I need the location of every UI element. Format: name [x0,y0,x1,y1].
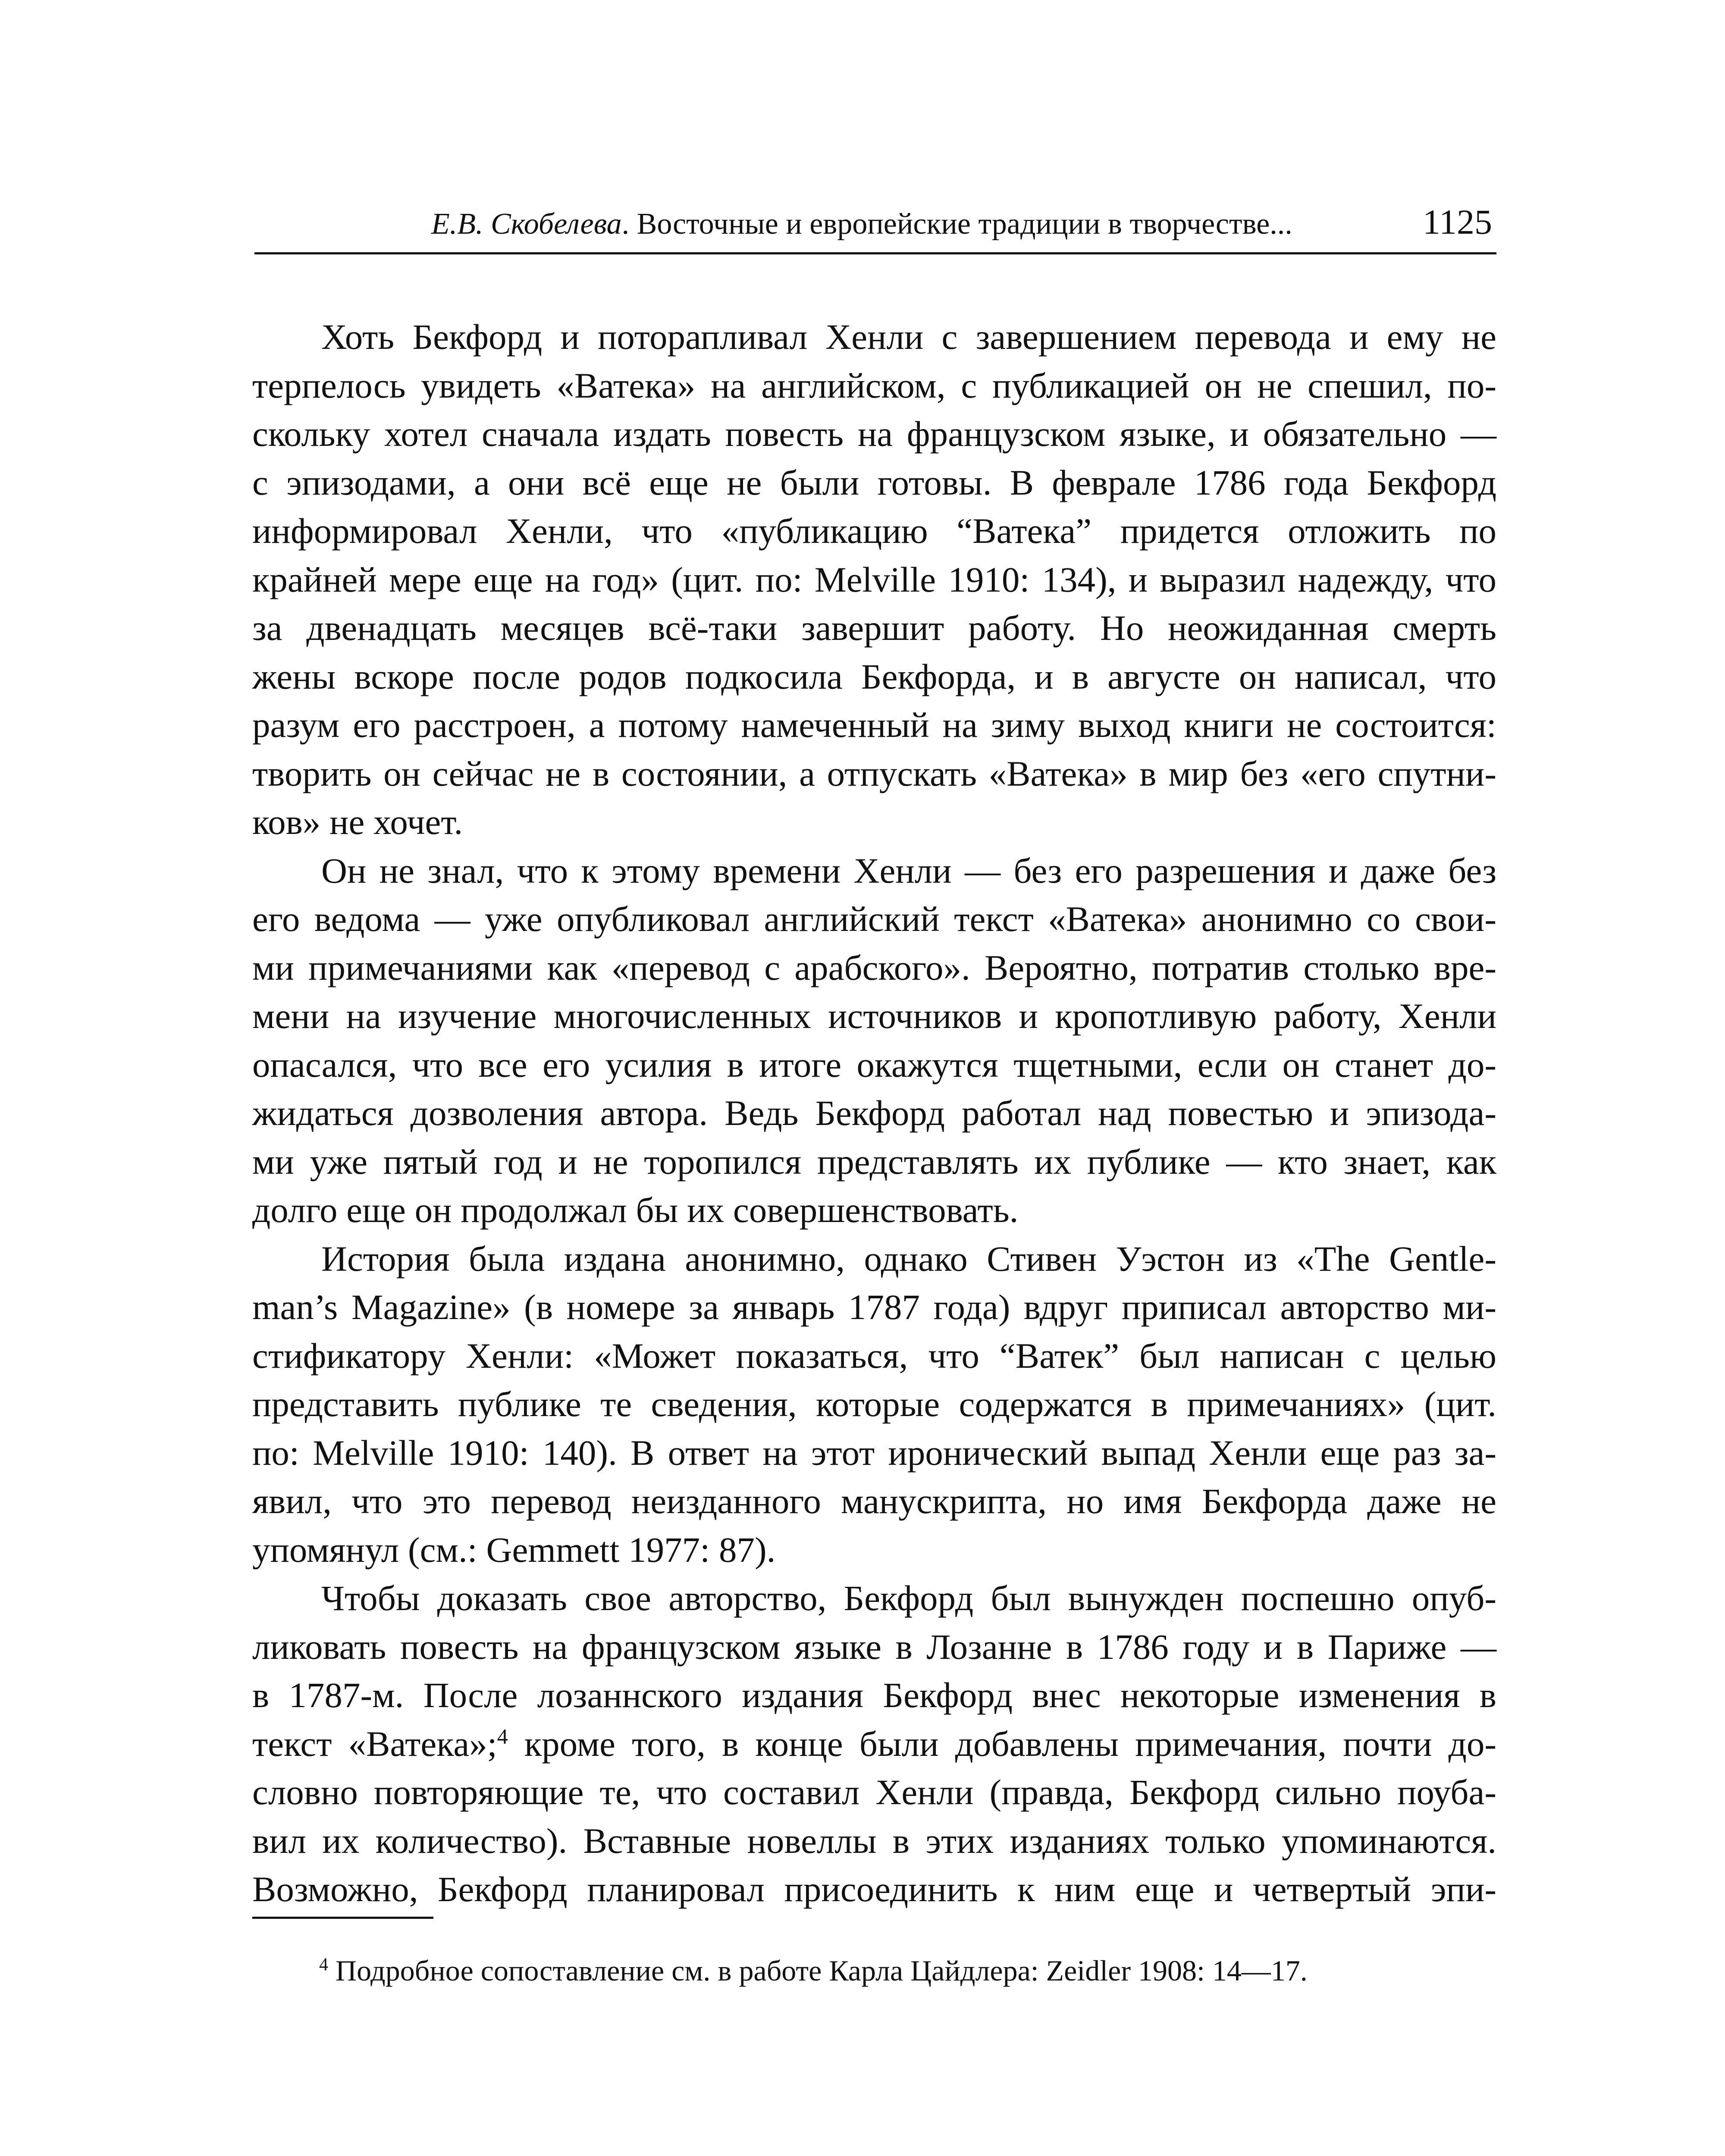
text-line: Хоть Бекфорд и поторапливал Хенли с завершением перевода и ему не [321,317,1496,357]
text-line: ми уже пятый год и не торопился представлять их публике — кто знает, как [252,1141,1496,1181]
text-line: представить публике те сведения, которые содержатся в примечаниях» (цит. [252,1384,1496,1424]
text-line: скольку хотел сначала издать повесть на французском языке, и обязательно — [252,414,1496,454]
text-line: крайней мере еще на год» (цит. по: Melville 1910: 134), и выразил надежду, что [252,559,1496,599]
text-fragment: текст «Ватека»; [252,1724,497,1764]
running-header [254,196,1496,254]
footnote-separator [252,1917,433,1919]
text-line: терпелось увидеть «Ватека» на английском, с публикацией он не спешил, по- [252,365,1496,405]
text-line: долго еще он продолжал бы их совершенствовать. [252,1190,1019,1230]
footnote-text: Подробное сопоставление см. в работе Карла Цайдлера: Zeidler 1908: 14—17. [328,1954,1308,1987]
header-author: Е.В. Скобелева [431,207,622,241]
text-line: Чтобы доказать свое авторство, Бекфорд был вынужден поспешно опуб- [321,1578,1496,1618]
footnote [319,1951,1308,1990]
text-line: Он не знал, что к этому времени Хенли — без его разрешения и даже без [321,850,1496,890]
text-line: вил их количество). Вставные новеллы в этих изданиях только упоминаются. [252,1821,1496,1861]
text-line: его ведома — уже опубликовал английский текст «Ватека» анонимно со свои- [252,899,1496,939]
text-line: упомянул (см.: Gemmett 1977: 87). [252,1529,776,1570]
page-number: 1125 [1423,202,1492,241]
text-line: творить он сейчас не в состоянии, а отпускать «Ватека» в мир без «его спутни- [252,753,1496,793]
text-line: разум его расстроен, а потому намеченный на зиму выход книги не состоится: [252,705,1496,745]
text-line [252,1720,1496,1768]
text-line: с эпизодами, а они всё еще не были готовы. В феврале 1786 года Бекфорд [252,462,1496,502]
text-line: в 1787-м. После лозаннского издания Бекфорд внес некоторые изменения в [252,1675,1496,1715]
text-line: опасался, что все его усилия в итоге окажутся тщетными, если он станет до- [252,1044,1496,1084]
article-body [252,313,1496,1914]
text-line: по: Melville 1910: 140). В ответ на этот иронический выпад Хенли еще раз за- [252,1432,1496,1473]
footnote-ref: 4 [497,1724,508,1748]
paragraph-3 [252,1235,1496,1574]
running-title [431,205,1292,244]
paragraph-2 [252,846,1496,1235]
text-line: явил, что это перевод неизданного манускрипта, но имя Бекфорда даже не [252,1481,1496,1521]
text-line: стификатору Хенли: «Может показаться, что “Ватек” был написан с целью [252,1335,1496,1376]
text-fragment: кроме того, в конце были добавлены примечания, почти до- [508,1724,1496,1764]
footnote-number: 4 [319,1955,328,1975]
text-line: информировал Хенли, что «публикацию “Ватека” придется отложить по [252,511,1496,551]
text-line: жены вскоре после родов подкосила Бекфорда, и в августе он написал, что [252,656,1496,696]
text-line: ков» не хочет. [252,802,463,842]
text-line: мени на изучение многочисленных источников и кропотливую работу, Хенли [252,996,1496,1036]
text-line: man’s Magazine» (в номере за январь 1787 года) вдруг приписал авторство ми- [252,1287,1496,1327]
text-line: ми примечаниями как «перевод с арабского». Вероятно, потратив столько вре- [252,947,1496,987]
paragraph-1 [252,313,1496,846]
text-line: История была издана анонимно, однако Стивен Уэстон из «The Gentle- [321,1238,1496,1279]
text-line: жидаться дозволения автора. Ведь Бекфорд работал над повестью и эпизода- [252,1093,1496,1133]
paragraph-4 [252,1574,1496,1914]
text-line: ликовать повесть на французском языке в Лозанне в 1786 году и в Париже — [252,1626,1496,1667]
header-title: . Восточные и европейские традиции в творчестве... [621,207,1292,241]
text-line: Возможно, Бекфорд планировал присоединить к ним еще и четвертый эпи- [252,1869,1496,1909]
text-line: словно повторяющие те, что составил Хенли (правда, Бекфорд сильно поуба- [252,1772,1496,1812]
text-line: за двенадцать месяцев всё-таки завершит работу. Но неожиданная смерть [252,608,1496,648]
